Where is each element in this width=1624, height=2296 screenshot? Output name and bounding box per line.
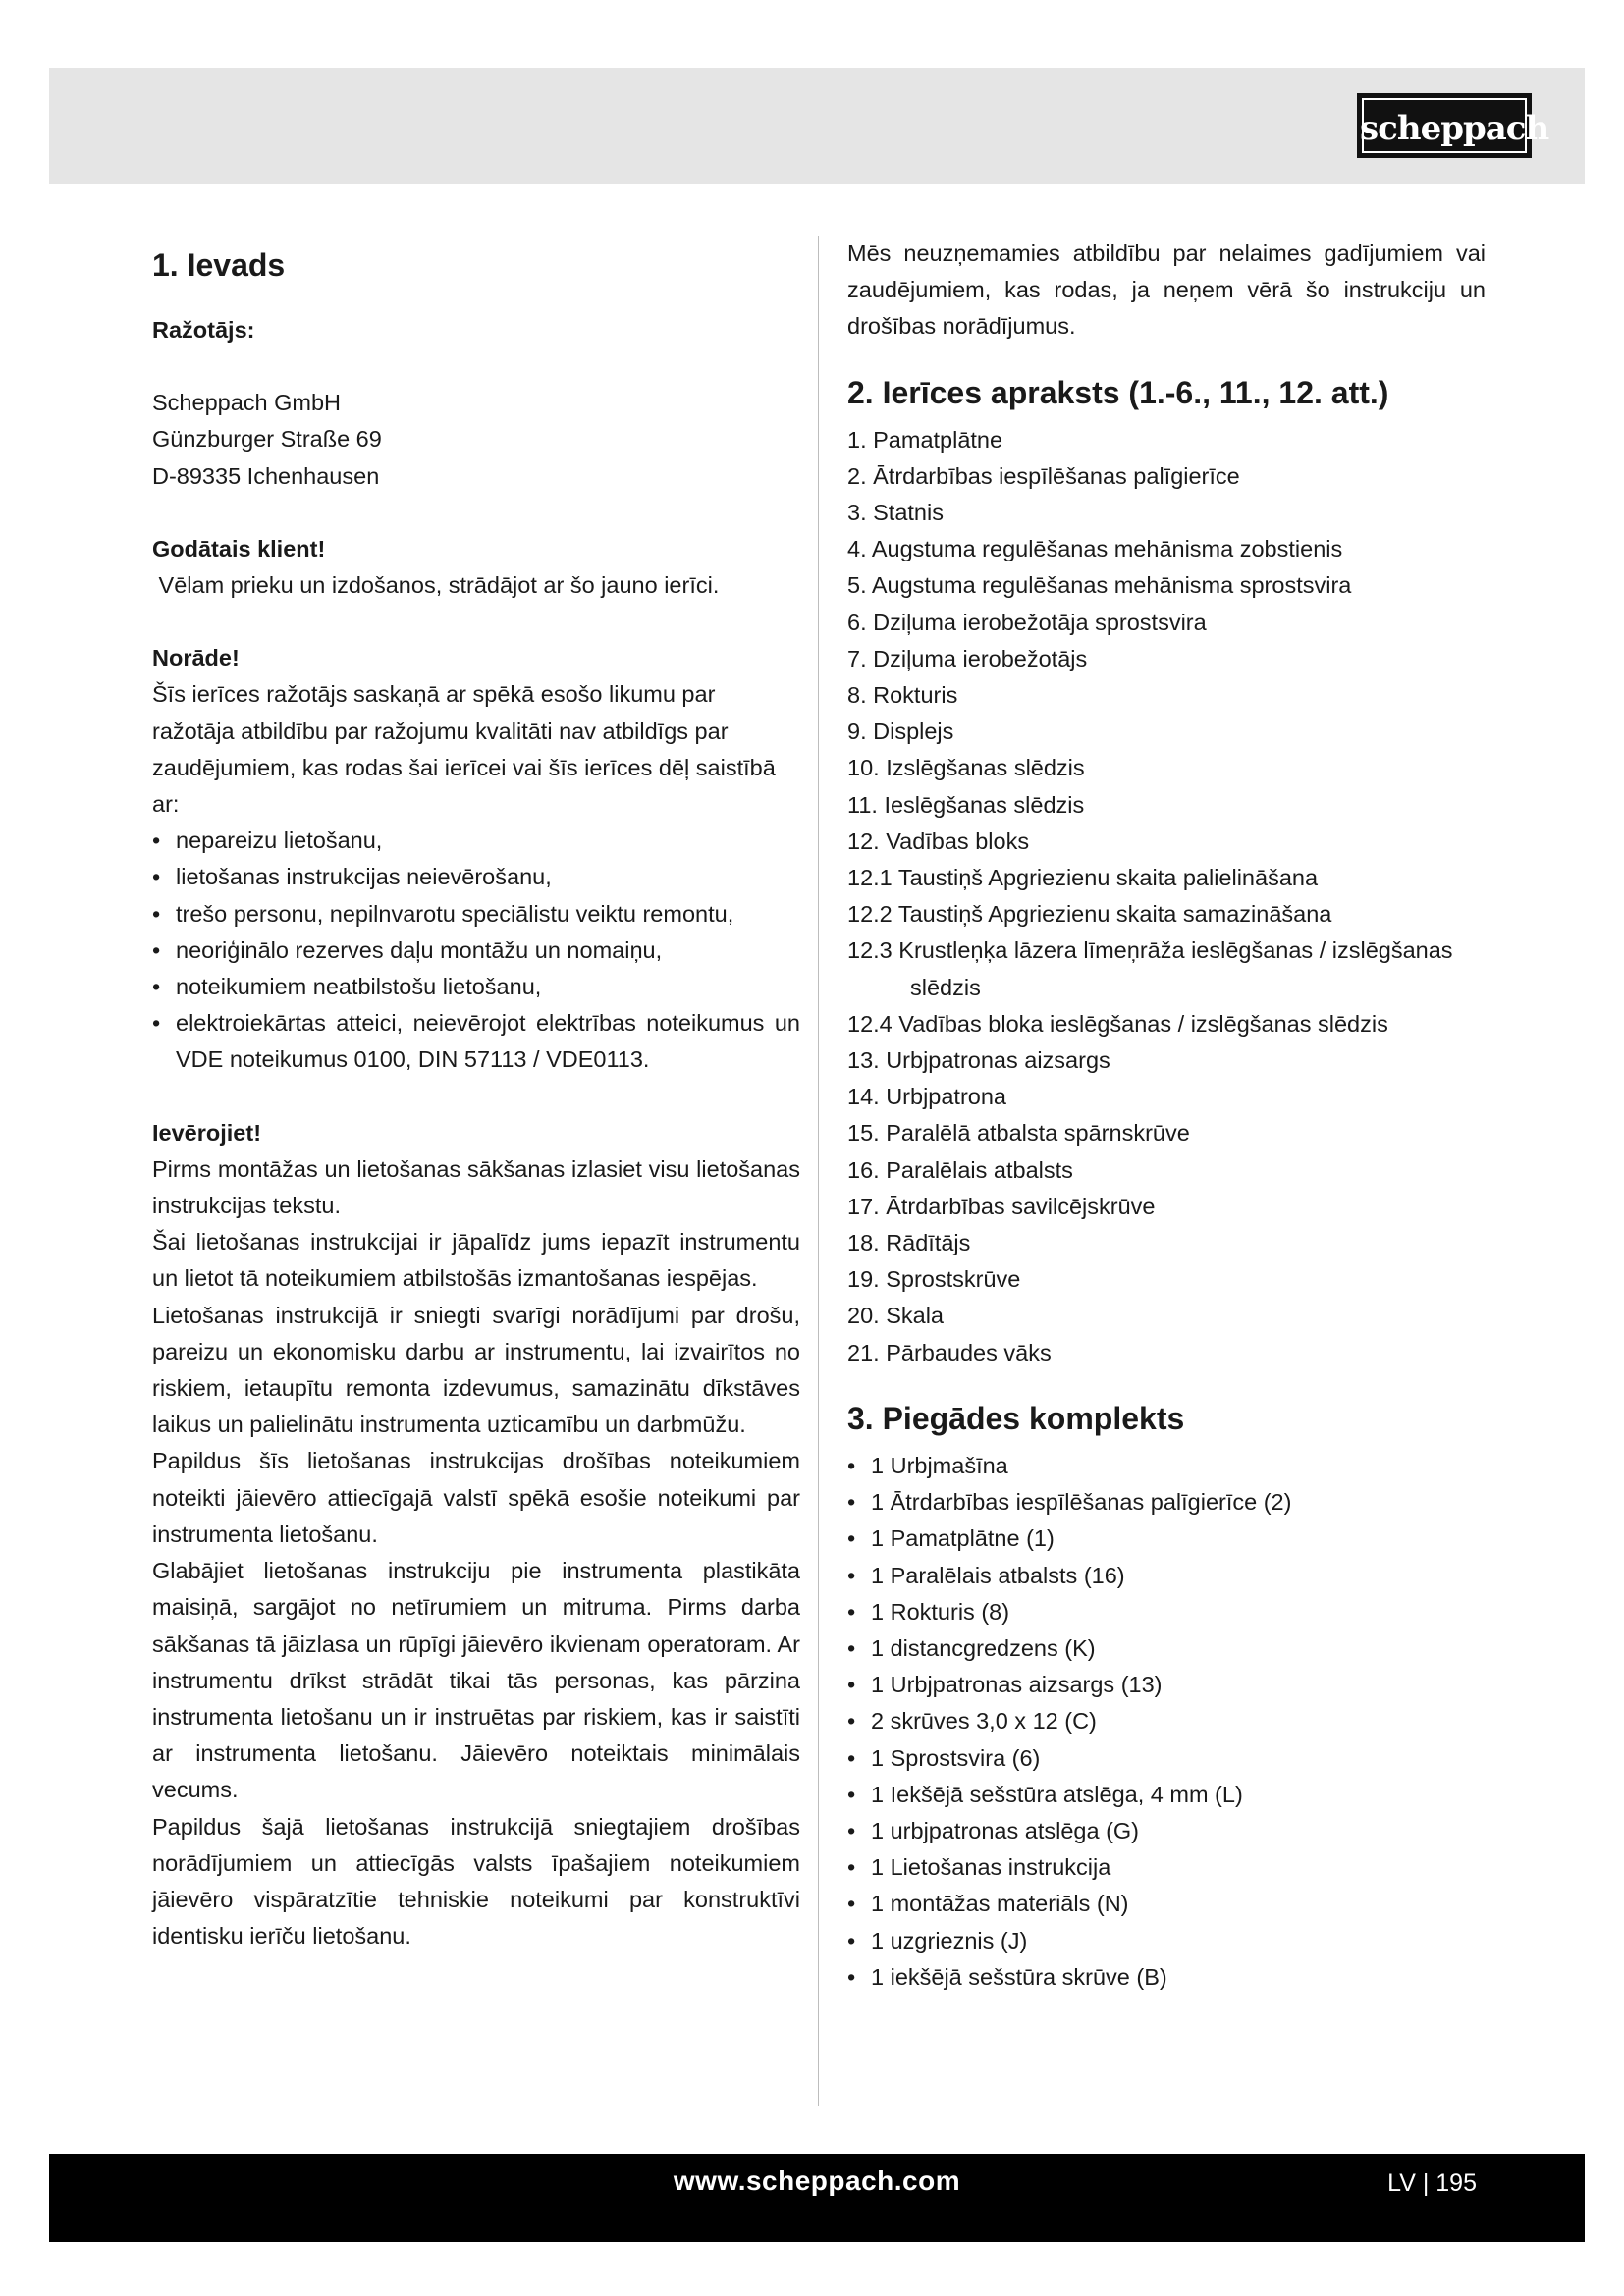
list-item: • lietošanas instrukcijas neievērošanu, — [152, 859, 800, 895]
delivery-item: • 1 montāžas materiāls (N) — [847, 1886, 1486, 1922]
delivery-item: • 1 Iekšējā sešstūra atslēga, 4 mm (L) — [847, 1777, 1486, 1813]
delivery-item: • 1 Ātrdarbības iespīlēšanas palīgierīce (2) — [847, 1484, 1486, 1521]
note-heading: Norāde! — [152, 645, 240, 671]
right-column — [847, 236, 1486, 1996]
delivery-item: • 1 Rokturis (8) — [847, 1594, 1486, 1630]
delivery-contents-list — [847, 1448, 1486, 1996]
page-footer — [49, 2154, 1585, 2242]
part-item: 8. Rokturis — [847, 682, 958, 709]
scheppach-logo: scheppach — [1357, 93, 1532, 158]
part-item: 6. Dziļuma ierobežotāja sprostsvira — [847, 609, 1207, 635]
liability-intro: Mēs neuzņemamies atbildību par nelaimes gadījumiem vai zaudējumiem, kas rodas, ja neņem vērā šo instrukciju un drošības norādījumus. — [847, 240, 1486, 340]
part-item: 19. Sprostskrūve — [847, 1266, 1021, 1293]
part-item: 18. Rādītājs — [847, 1230, 971, 1256]
delivery-item: • 1 distancgredzens (K) — [847, 1630, 1486, 1667]
list-item: • elektroiekārtas atteici, neievērojot elektrības noteikumus un VDE noteikumus 0100, DIN 57113 / VDE0113. — [152, 1005, 800, 1078]
delivery-item: • 1 Urbjpatronas aizsargs (13) — [847, 1667, 1486, 1703]
observe-paragraph: Glabājiet lietošanas instrukciju pie instrumenta plastikāta maisiņā, sargājot no netīrumiem un mitruma. Pirms darba sākšanas tā jāizlasa un rūpīgi jāievēro ikvienam operatoram. Ar instrumentu drīkst strādāt tikai tās personas, kas pārzina instrumenta lietošanu un ir instruētas par riskiem, kas ir saistīti ar instrumenta lietošanu. Jāievēro noteiktais minimālais vecums. — [152, 1558, 800, 1803]
address-line: Günzburger Straße 69 — [152, 426, 382, 453]
delivery-item: • 2 skrūves 3,0 x 12 (C) — [847, 1703, 1486, 1739]
list-item: • noteikumiem neatbilstošu lietošanu, — [152, 969, 800, 1005]
greeting-text: Vēlam prieku un izdošanos, strādājot ar šo jauno ierīci. — [152, 572, 720, 599]
part-item: 7. Dziļuma ierobežotājs — [847, 645, 1088, 671]
part-item: 13. Urbjpatronas aizsargs — [847, 1047, 1110, 1074]
delivery-item: • 1 Pamatplātne (1) — [847, 1521, 1486, 1557]
delivery-item: • 1 Urbjmašīna — [847, 1448, 1486, 1484]
list-item: • neoriģinālo rezerves daļu montāžu un nomaiņu, — [152, 933, 800, 969]
part-item: 12.4 Vadības bloka ieslēgšanas / izslēgšanas slēdzis — [847, 1010, 1388, 1037]
greeting-heading: Godātais klient! — [152, 535, 326, 561]
manufacturer-address — [152, 385, 800, 495]
list-item: • trešo personu, nepilnvarotu speciālistu veiktu remontu, — [152, 896, 800, 933]
part-item: 10. Izslēgšanas slēdzis — [847, 755, 1085, 781]
website-link[interactable]: www.scheppach.com — [673, 2165, 961, 2196]
section-title-device-description: 2. Ierīces apraksts (1.-6., 11., 12. att.) — [847, 374, 1389, 410]
part-item: 3. Statnis — [847, 500, 944, 526]
observe-paragraph: Šai lietošanas instrukcijai ir jāpalīdz jums iepazīt instrumentu un lietot tā noteikumiem atbilstošās izmantošanas iespējas. — [152, 1229, 800, 1292]
observe-paragraph: Papildus šajā lietošanas instrukcijā sniegtajiem drošības norādījumiem un attiecīgās valsts īpašajiem noteikumiem jāievēro vispāratzītie tehniskie noteikumi par konstruktīvi identisku ierīču lietošanu. — [152, 1813, 800, 1949]
delivery-item: • 1 urbjpatronas atslēga (G) — [847, 1813, 1486, 1849]
part-item: 11. Ieslēgšanas slēdzis — [847, 791, 1085, 818]
part-item: 15. Paralēlā atbalsta spārnskrūve — [847, 1120, 1190, 1147]
observe-paragraph: Papildus šīs lietošanas instrukcijas drošības noteikumiem noteikti jāievēro attiecīgajā valstī spēkā esošie noteikumi par instrumenta lietošanu. — [152, 1448, 800, 1547]
delivery-item: • 1 uzgrieznis (J) — [847, 1923, 1486, 1959]
manufacturer-label: Ražotājs: — [152, 317, 255, 343]
part-item: 12. Vadības bloks — [847, 828, 1030, 854]
part-item: 5. Augstuma regulēšanas mehānisma sprostsvira — [847, 572, 1352, 599]
part-item: 9. Displejs — [847, 719, 954, 745]
part-item: 20. Skala — [847, 1303, 944, 1329]
address-line: D-89335 Ichenhausen — [152, 462, 380, 489]
section-title-delivery-contents: 3. Piegādes komplekts — [847, 1400, 1185, 1436]
part-item: 4. Augstuma regulēšanas mehānisma zobstienis — [847, 536, 1343, 562]
observe-paragraph: Lietošanas instrukcijā ir sniegti svarīgi norādījumi par drošu, pareizu un ekonomisku darbu ar instrumentu, lai izvairītos no riskiem, ietaupītu remonta izdevumus, samazinātu dīkstāves laikus un palielinātu instrumenta uzticamību un darbmūžu. — [152, 1302, 800, 1438]
column-divider — [818, 236, 819, 2106]
list-item: • nepareizu lietošanu, — [152, 823, 800, 859]
section-title-introduction: 1. Ievads — [152, 247, 286, 283]
part-item: 12.3 Krustleņķa lāzera līmeņrāža ieslēgšanas / izslēgšanas slēdzis — [847, 937, 1453, 1000]
part-item: 21. Pārbaudes vāks — [847, 1339, 1052, 1365]
liability-exclusion-list — [152, 823, 800, 1078]
part-item: 16. Paralēlais atbalsts — [847, 1156, 1073, 1183]
part-item: 12.1 Taustiņš Apgriezienu skaita palielināšana — [847, 865, 1319, 891]
delivery-item: • 1 iekšējā sešstūra skrūve (B) — [847, 1959, 1486, 1996]
part-item: 1. Pamatplātne — [847, 426, 1003, 453]
part-item: 12.2 Taustiņš Apgriezienu skaita samazināšana — [847, 901, 1332, 928]
address-line: Scheppach GmbH — [152, 390, 342, 416]
part-item: 2. Ātrdarbības iespīlēšanas palīgierīce — [847, 462, 1240, 489]
device-parts-list — [847, 422, 1486, 1371]
delivery-item: • 1 Sprostsvira (6) — [847, 1740, 1486, 1777]
note-text: Šīs ierīces ražotājs saskaņā ar spēkā esošo likumu par ražotāja atbildību par ražojumu kvalitāti nav atbildīgs par zaudējumiem, kas rodas šai ierīcei vai šīs ierīces dēļ saistībā ar: — [152, 681, 776, 818]
delivery-item: • 1 Paralēlais atbalsts (16) — [847, 1558, 1486, 1594]
left-column — [152, 236, 800, 1954]
page-number: LV | 195 — [1387, 2169, 1477, 2197]
observe-heading: Ievērojiet! — [152, 1119, 262, 1146]
part-item: 17. Ātrdarbības savilcējskrūve — [847, 1193, 1156, 1219]
observe-paragraph: Pirms montāžas un lietošanas sākšanas izlasiet visu lietošanas instrukcijas tekstu. — [152, 1155, 800, 1219]
page-header — [49, 68, 1585, 184]
part-item: 14. Urbjpatrona — [847, 1084, 1006, 1110]
delivery-item: • 1 Lietošanas instrukcija — [847, 1849, 1486, 1886]
